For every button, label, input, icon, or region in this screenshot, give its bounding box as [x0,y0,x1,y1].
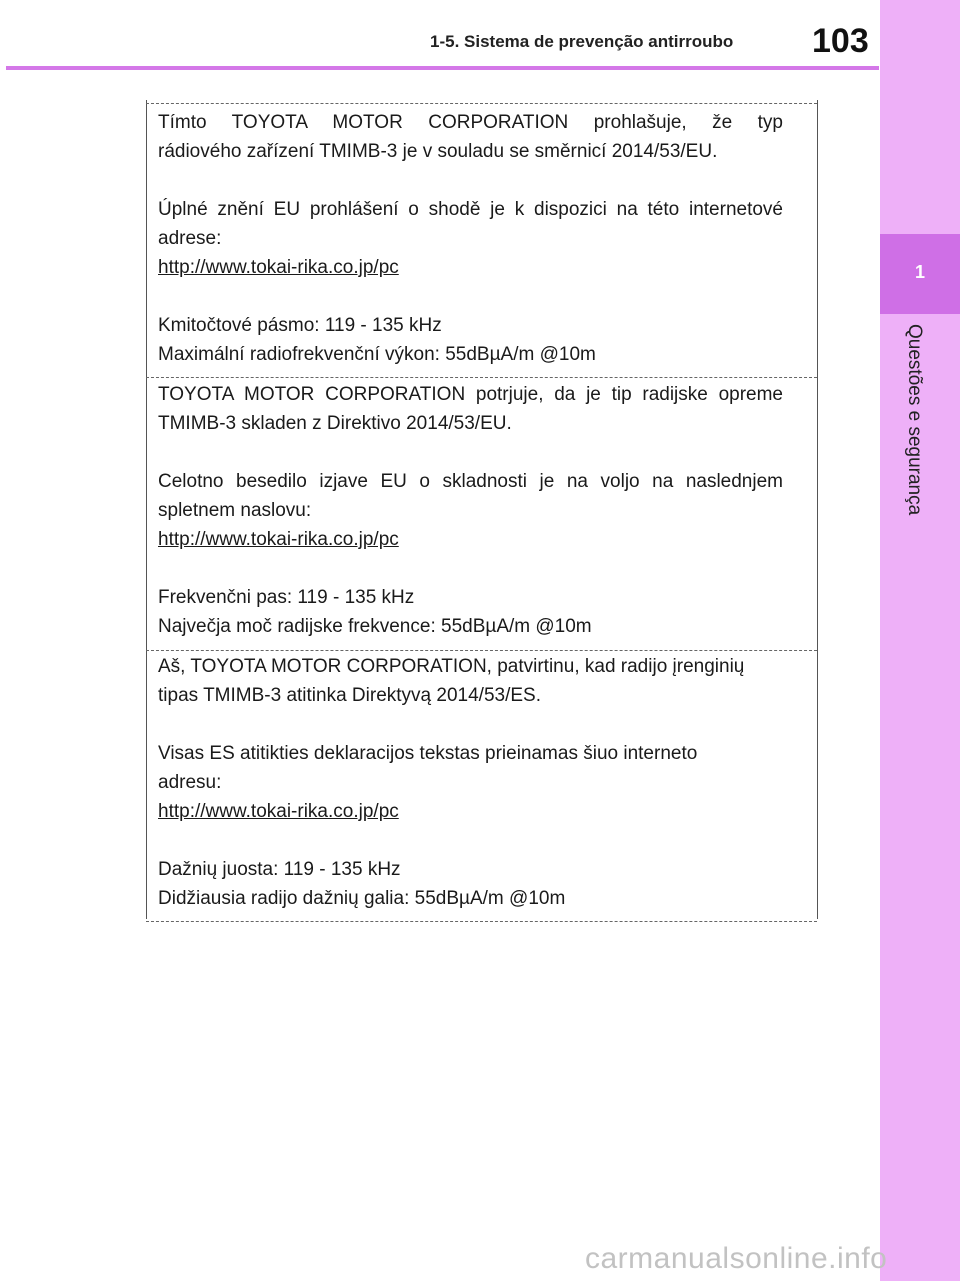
chapter-label: Questões e segurança [904,324,925,516]
frequency-band: Dažnių juosta: 119 - 135 kHz [158,859,401,880]
max-power: Največja moč radijske frekvence: 55dBµA/m @10m [158,616,592,637]
declaration-intro-line1: Tímto TOYOTA MOTOR CORPORATION prohlašuje, že typ [158,112,783,133]
declaration-section-czech [158,108,783,369]
declaration-url-link[interactable]: http://www.tokai-rika.co.jp/pc [158,801,399,822]
declaration-intro-line2: rádiového zařízení TMIMB-3 je v souladu se směrnicí 2014/53/EU. [158,141,718,162]
watermark: carmanualsonline.info [585,1242,888,1275]
declaration-section-lithuanian [158,652,783,913]
frequency-band: Kmitočtové pásmo: 119 - 135 kHz [158,315,442,336]
chapter-number: 1 [914,262,925,282]
dashed-divider-top [146,103,817,104]
declaration-url-link[interactable]: http://www.tokai-rika.co.jp/pc [158,529,399,550]
declaration-notice-line2: adresu: [158,772,222,793]
declaration-intro-line1: Aš, TOYOTA MOTOR CORPORATION, patvirtinu, kad radijo įrenginių [158,656,745,677]
declaration-notice-line2: adrese: [158,228,222,249]
page-number: 103 [812,22,869,60]
declaration-notice-line1: Visas ES atitikties deklaracijos tekstas prieinamas šiuo interneto [158,743,698,764]
header-divider [6,66,879,70]
declaration-intro-line1: TOYOTA MOTOR CORPORATION potrjuje, da je tip radijske opreme [158,384,783,405]
declaration-notice-line1: Úplné znění EU prohlášení o shodě je k dispozici na této internetové [158,199,783,220]
frequency-band: Frekvenčni pas: 119 - 135 kHz [158,587,415,608]
declaration-notice-line2: spletnem naslovu: [158,500,312,521]
section-title: 1-5. Sistema de prevenção antirroubo [430,32,734,51]
max-power: Maximální radiofrekvenční výkon: 55dBµA/m @10m [158,344,596,365]
dashed-divider-1 [146,377,817,378]
declaration-notice-line1: Celotno besedilo izjave EU o skladnosti je na voljo na naslednjem [158,471,783,492]
chapter-side-tab [880,0,960,1281]
dashed-divider-bottom [146,921,817,922]
declaration-intro-line2: TMIMB-3 skladen z Direktivo 2014/53/EU. [158,413,512,434]
dashed-divider-2 [146,650,817,651]
declaration-section-slovenian [158,380,783,641]
declaration-url-link[interactable]: http://www.tokai-rika.co.jp/pc [158,257,399,278]
max-power: Didžiausia radijo dažnių galia: 55dBµA/m @10m [158,888,566,909]
declaration-intro-line2: tipas TMIMB-3 atitinka Direktyvą 2014/53/ES. [158,685,541,706]
